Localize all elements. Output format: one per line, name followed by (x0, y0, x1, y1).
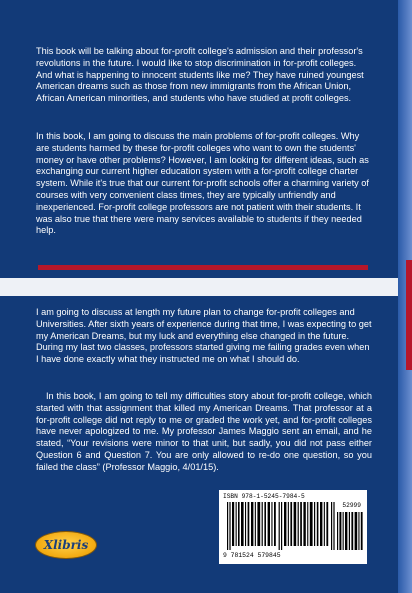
price-barcode-icon (337, 512, 363, 550)
spine-red-accent (406, 260, 412, 370)
ean-barcode-icon (227, 502, 335, 550)
isbn-label: ISBN 978-1-5245-7984-5 (223, 493, 305, 500)
barcode-box (219, 490, 367, 564)
publisher-logo-text: Xlibris (43, 538, 89, 552)
blurb-paragraph-2: In this book, I am going to discuss the main problems of for-profit colleges. Why are students harmed by these for-profit colleges who want to own the students' money or have other problems? However, I am looking for different ideas, such as exchanging our current higher education system with a for-profit college charter system. While it's true that our current for-profit schools offer a charming variety of courses with very convenient class times, they are typically unfriendly and inexperienced. For-profit college professors are not patient with their students. It was also true that there were many services available to students if they needed help. (36, 131, 369, 236)
ean-digits: 9 781524 579845 (223, 552, 281, 559)
publisher-logo (36, 532, 96, 558)
red-divider-line (38, 265, 368, 270)
blurb-paragraph-3: I am going to discuss at length my future plan to change for-profit colleges and Universities. After sixth years of experience during that time, I was expecting to get my American Dreams, but my luck and everything else changed in the future. During my last two classes, professors started giving me failing grades even when I have done exactly what they instructed me on what I should do. (36, 307, 372, 365)
blurb-paragraph-4: In this book, I am going to tell my difficulties story about for-profit college, which started with that assignment that killed my American Dreams. That professor at a for-profit college did not reply to me or graded the work yet, and for-profit colleges have never apologized to me. My professor James Maggio sent an email, and he stated, “Your revisions were minor to that unit, but sadly, you did not pass either Question 6 and Question 7. You are only allowed to re-do one question, so you failed the class” (Professor Maggio, 4/01/15). (36, 391, 372, 472)
cover-divider-band (0, 278, 398, 296)
blurb-paragraph-1: This book will be talking about for-profit college's admission and their professor's revolutions in the future. I would like to stop discrimination in for-profit colleges. And what is happening to innocent students like me? They have ruined youngest American dreams such as those from new immigrants from the African Union, African American minorities, and students who have studied at profit colleges. (36, 46, 364, 104)
price-code: 52999 (342, 502, 361, 509)
